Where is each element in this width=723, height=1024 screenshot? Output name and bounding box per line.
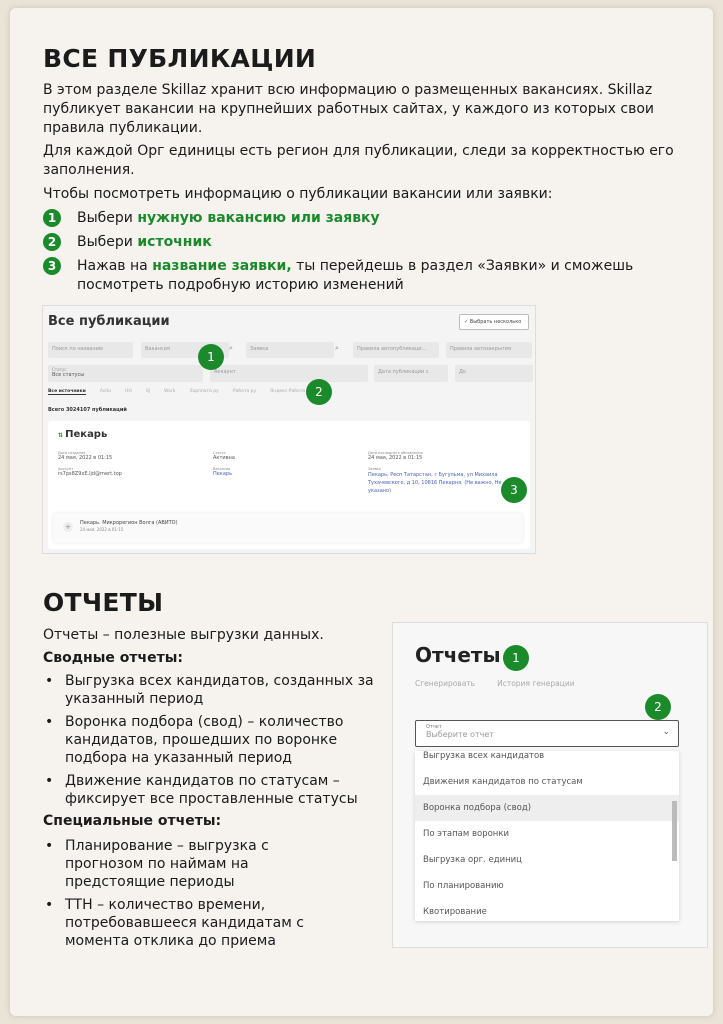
tab-history[interactable]: История генерации: [497, 679, 575, 688]
vacancy-link[interactable]: Пекарь: [213, 471, 233, 477]
step-text: Нажав на: [77, 258, 153, 274]
field-account: Аккаунт rs7ps8Z9xE.ljd@mert.top: [58, 467, 122, 477]
summary-list: [43, 672, 388, 808]
field-request: Заявка Пекарь, Респ Татарстан, г Бугульма, ул Михаила Тухачевского, д 10, 10816 Пекарня, (Не важно, Не указано): [368, 467, 518, 495]
tab-all-sources[interactable]: Все источники: [48, 389, 86, 394]
option-highlighted[interactable]: Воронка подбора (свод): [415, 795, 679, 821]
publications-screenshot: [42, 305, 536, 554]
publication-card: [48, 421, 530, 549]
option[interactable]: Выгрузка орг. единиц: [423, 855, 522, 865]
step-highlight: название заявки,: [152, 258, 292, 274]
tab-work[interactable]: Work: [164, 389, 176, 394]
autoclose-rule-select[interactable]: Правила автозакрытия: [446, 342, 532, 358]
step-text: ты перейдешь в раздел «Заявки» и сможешь посмотреть подробную историю изменений: [77, 258, 634, 293]
autopub-rule-select[interactable]: Правила автопубликаци...: [353, 342, 439, 358]
step-number: 2: [43, 233, 61, 251]
special-heading: Специальные отчеты:: [43, 813, 222, 829]
list-item: • Выгрузка всех кандидатов, созданных за указанный период: [43, 672, 388, 708]
request-link[interactable]: Пекарь, Респ Татарстан, г Бугульма, ул Михаила Тухачевского, д 10, 10816 Пекарня, (Не важно, Не указано): [368, 472, 502, 494]
select-many-button[interactable]: ✓ Выбрать несколько: [459, 314, 529, 330]
summary-heading: Сводные отчеты:: [43, 650, 183, 666]
step-text: Выбери: [77, 234, 138, 250]
reports-intro: Отчеты – полезные выгрузки данных.: [43, 627, 324, 643]
field-updated: Дата последнего обновления 24 мая, 2022 в 01:15: [368, 451, 423, 461]
badge-1: 1: [198, 344, 224, 370]
step-highlight: источник: [137, 234, 212, 250]
report-select[interactable]: [415, 720, 679, 747]
step-highlight: нужную вакансию или заявку: [137, 210, 380, 226]
tab-yandex[interactable]: Яндекс Работа: [270, 389, 306, 394]
report-placeholder: Выберите отчет: [426, 730, 494, 739]
list-item: • Движение кандидатов по статусам – фиксирует все проставленные статусы: [43, 772, 388, 808]
report-dropdown: [415, 751, 679, 921]
intro-text: В этом разделе Skillaz хранит всю информацию о размещенных вакансиях. Skillaz публикует вакансии на крупнейших работных сайтах, у каждого из которых свои правила публикации.: [43, 82, 654, 136]
option[interactable]: Движения кандидатов по статусам: [423, 777, 583, 787]
step-text: Выбери: [77, 210, 138, 226]
status-value: Все статусы: [52, 372, 85, 378]
field-created: Дата создания 24 мая, 2022 в 01:15: [58, 451, 113, 461]
special-list: [43, 837, 388, 950]
sub-date: 24 мая, 2022 в 01:15: [80, 527, 124, 532]
badge-1: 1: [503, 645, 529, 671]
card-title[interactable]: Пекарь: [65, 429, 108, 440]
card-fields: [58, 451, 518, 495]
date-from-input[interactable]: Дата публикации с: [374, 365, 448, 382]
date-to-input[interactable]: До: [455, 365, 533, 382]
status-label: Статус: [52, 367, 67, 372]
chevron-down-icon: ⌄: [662, 727, 670, 737]
option[interactable]: Выгрузка всех кандидатов: [423, 751, 545, 761]
step-3: [43, 257, 683, 295]
search-icon[interactable]: ⌕: [335, 344, 339, 352]
reports-title: Отчеты: [415, 643, 501, 667]
step-1: [43, 209, 683, 228]
field-vacancy: Вакансия Пекарь: [213, 467, 368, 495]
option[interactable]: По этапам воронки: [423, 829, 510, 839]
shot-title: Все публикации: [48, 314, 170, 329]
search-icon[interactable]: ⌕: [229, 344, 233, 352]
option[interactable]: По планированию: [423, 881, 504, 891]
total-count: Всего 3024107 публикаций: [48, 407, 127, 413]
report-label: Отчет: [426, 724, 442, 730]
sub-title: Пекарь. Микрорегион Волга (АВИТО): [80, 520, 178, 526]
scrollbar[interactable]: [672, 801, 677, 861]
vacancy-select[interactable]: Вакансия: [141, 342, 229, 358]
step-2: [43, 233, 683, 252]
tab-hh[interactable]: HH: [125, 389, 132, 394]
account-select[interactable]: Аккаунт: [210, 365, 368, 382]
instructions-text: Чтобы посмотреть информацию о публикации вакансии или заявки:: [43, 186, 553, 202]
badge-2: 2: [645, 694, 671, 720]
region-text: Для каждой Орг единицы есть регион для публикации, следи за корректностью его заполнения.: [43, 143, 674, 178]
source-tabs: [48, 389, 305, 395]
tab-sj[interactable]: SJ: [145, 389, 151, 394]
list-item: • Планирование – выгрузка с прогнозом по наймам на предстоящие периоды: [43, 837, 303, 891]
section-title-reports: ОТЧЕТЫ: [43, 588, 164, 617]
option[interactable]: Квотирование: [423, 907, 487, 917]
reports-screenshot: [392, 622, 708, 948]
publication-icon: ⇅: [58, 432, 66, 439]
field-status: Статус Активна: [213, 451, 235, 461]
sub-publication[interactable]: [53, 513, 523, 543]
expand-icon[interactable]: +: [63, 522, 73, 532]
request-select[interactable]: Заявка: [246, 342, 334, 358]
section-title-publications: ВСЕ ПУБЛИКАЦИИ: [43, 44, 317, 73]
badge-2: 2: [306, 379, 332, 405]
list-item: • Воронка подбора (свод) – количество кандидатов, прошедших по воронке подбора на указанный период: [43, 713, 388, 767]
search-input[interactable]: Поиск по названию: [48, 342, 133, 358]
badge-3: 3: [501, 477, 527, 503]
tab-rabota[interactable]: Работа ру: [232, 389, 257, 394]
tab-avito[interactable]: Avito: [99, 389, 112, 394]
tab-zarplata[interactable]: Зарплата ру: [189, 389, 219, 394]
list-item: • ТТН – количество времени, потребовавшееся кандидатам с момента отклика до приема: [43, 896, 323, 950]
step-number: 3: [43, 257, 61, 275]
status-select[interactable]: [48, 365, 203, 382]
tab-generate[interactable]: Сгенерировать: [415, 679, 476, 688]
reports-text: [43, 626, 388, 955]
step-number: 1: [43, 209, 61, 227]
